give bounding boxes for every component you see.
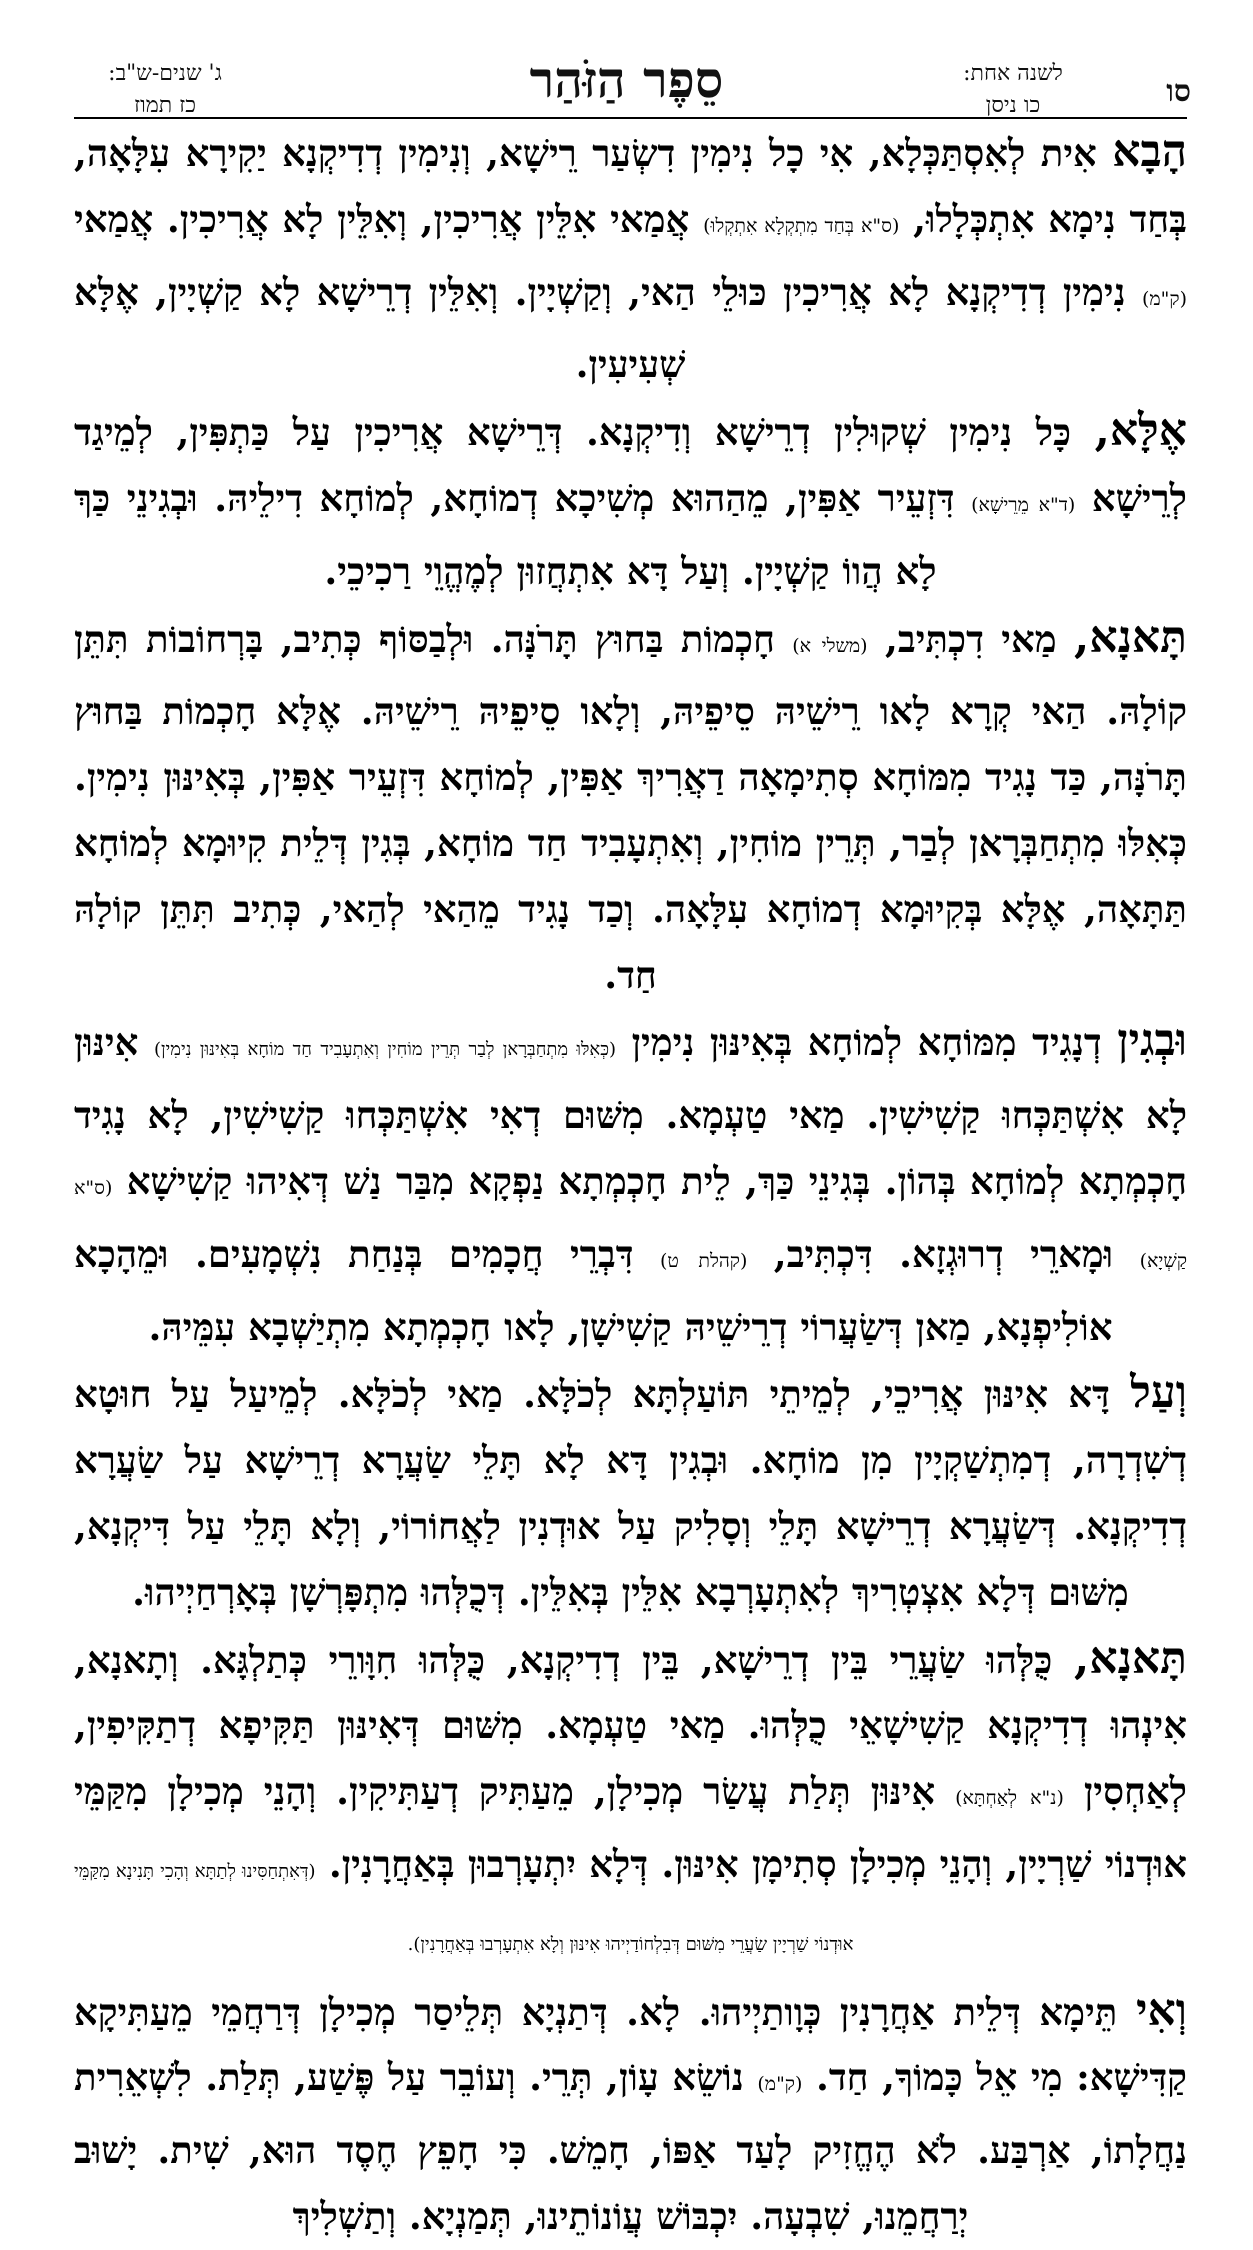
scripture-reference: (קהלת ט)	[659, 1249, 748, 1272]
text-run: נוֹשֵׂא עָוֹן, תְּרֵי. וְעוֹבֵר עַל פֶּשַׁע, תְּלַת. לִשְׁאֵרִית נַחֲלָתוֹ, אַרְבַּע. לֹא הֶחֱזִיק לָעַד אַפּוֹ, חָמֵשׁ. כִּי חָפֵץ חֶסֶד הוּא, שִׁית. יָשׁוּב יְרַחֲמֵנוּ, שִׁבְעָה. יִכְבּוֹשׁ עֲוֹנוֹתֵינוּ, תְּמַנְיָא. וְתַשְׁלִיךְ	[74, 2055, 1187, 2238]
text-run: אִינּוּן לָא אִשְׁתַּכְּחוּ קַשִׁישִׁין. מַאי טַעְמָא. מִשּׁוּם דְאִי אִשְׁתַּכְּחוּ קַשִׁישִׁין, לָא נָגִיד חָכְמְתָא לְמוֹחָא בְּהוֹן. בְּגִינֵי כַּךְ, לֵית חָכְמְתָא נַפְקָא מִבַּר נַשׁ דְּאִיהוּ קַשִׁישָׁא	[74, 1020, 1187, 1203]
text-run: אִינּוּן תְּלַת עֲשַׂר מְכִילָן, מֵעַתִּיק דְעַתִּיקִין. וְהָנֵי מְכִילָן מִקַּמֵּי אוּדְנוֹי שַׁרְיָין, וְהָנֵי מְכִילָן סְתִימָן אִינּוּן. דְּלָא יִתְעָרְבוּן בְּאַחֲרָנִין.	[74, 1769, 1187, 1886]
paragraph	[74, 1360, 1187, 1625]
opening-word: וּבְגִין	[1117, 1015, 1187, 1067]
scripture-reference: (ס"א בְּחַד מִתְקְלָא אִתְקְלוּ)	[703, 214, 900, 237]
page-number: סו	[1166, 74, 1191, 109]
paragraph	[74, 119, 1187, 398]
scripture-reference: (ס"א קַשְׁיָא)	[74, 1176, 1187, 1272]
text-run: כֻּלְּהוּ שַׂעֲרֵי בֵּין דְרֵישָׁא, בֵּין דְדִיקְנָא, כֻּלְּהוּ חִוָּורֵי כְּתַלְגָּא. וְתָאנָא, אִינְהוּ דְדִיקְנָא קַשִׁישָׁאֵי כֻלְּהוּ. מַאי טַעְמָא. מִשּׁוּם דְּאִינּוּן תַּקִּיפָא דְתַקִּיפִין, לְאַחְסִין	[74, 1637, 1187, 1814]
opening-word: תָּאנָא,	[1074, 611, 1187, 663]
opening-word: תָּאנָא,	[1074, 1632, 1188, 1684]
scripture-reference: (ד"א מֵרֵישָׁא)	[971, 493, 1076, 516]
text-run: נִימִין דְדִיקְנָא לָא אֲרִיכִין כּוּלֵי הַאי, וְקַשְׁיָין. וְאִלֵּין דְרֵישָׁא לָא קַשְׁיָין, אֶלָּא שְׁעִיעִין.	[74, 269, 1142, 387]
daily-schedule-three-years	[60, 58, 270, 122]
schedule-date: כז תמוז	[133, 93, 197, 118]
paragraph	[74, 1978, 1187, 2250]
opening-word: וְאִי	[1135, 1984, 1187, 2036]
text-run: אִית לְאִסְתַּכְּלָא, אִי כָל נִימִין דִשְׂעַר רֵישָׁא, וְנִימִין דְדִיקְנָא יַקִירָא עִלָּאָה, בְּחַד נִימָא אִתְכְּלָלוּ,	[74, 131, 1187, 241]
text-run: חָכְמוֹת בַּחוּץ תָּרֹנָּה. וּלְבַסּוֹף כְּתִיב, בָּרְחוֹבוֹת תִּתֵּן קוֹלָהּ. הַאי קְרָא לָאו רֵישֵׁיהּ סֵיפֵיהּ, וְלָאו סֵיפֵיהּ רֵישֵׁיהּ. אֶלָּא חָכְמוֹת בַּחוּץ תָּרֹנָּה, כַּד נָגִיד מִמּוֹחָא סְתִימָאָה דַאֲרִיךְ אַפִּין, לְמוֹחָא דִּזְעֵיר אַפִּין, בְּאִינּוּן נִימִין. כְּאִלּוּ מִתְחַבְּרָאן לְבַר, תְּרֵין מוֹחִין, וְאִתְעָבִיד חַד מוֹחָא, בְּגִין דְּלֵית קִיוּמָא לְמוֹחָא תַּתָּאָה, אֶלָּא בְּקִיוּמָא דְמוֹחָא עִלָּאָה. וְכַד נָגִיד מֵהַאי לְהַאי, כְּתִיב תִּתֵּן קוֹלָהּ חַד.	[74, 616, 1187, 997]
paragraph	[74, 1626, 1187, 1978]
scripture-reference: (ק"מ)	[1142, 287, 1187, 310]
scripture-reference: (נ"א לְאַחְתָּא)	[955, 1787, 1064, 1810]
schedule-label: לשנה אחת:	[963, 61, 1063, 86]
schedule-label: ג' שנים-ש"ב:	[108, 61, 222, 86]
scripture-reference: (ק"מ)	[757, 2073, 803, 2096]
text-run: תֵּימָא דְּלֵית אַחֲרָנִין כְּוָותַיְיהוּ. לָא. דְּתַנְיָא תְּלֵיסַר מְכִילָן דְּרַחֲמֵי מֵעַתִּיקָא קַדִּישָׁא: מִי אֵל כָּמוֹךָ, חַד.	[74, 1989, 1187, 2100]
text-run: אֲמַאי אִלֵּין אֲרִיכִין, וְאִלֵּין לָא אֲרִיכִין. אֲמַאי	[74, 196, 704, 241]
text-run: דִּבְרֵי חֲכָמִים בְּנַחַת נִשְׁמָעִים. וּמֵהָכָא אוֹלִיפְנָא, מַאן דְּשַׂעֲרוֹי דְרֵישֵׁיהּ קַשִׁישָׁן, לָאו חָכְמְתָא מִתְיַשְׁבָא עִמֵּיהּ.	[74, 1231, 1113, 1349]
text-run: דָּא אִינּוּן אֲרִיכֵי, לְמֵיתֵי תּוֹעַלְתָּא לְכֹלָּא. מַאי לְכֹלָּא. לְמֵיעַל עַל חוּטָא דְשִׁדְרָה, דְמִתְשַׁקְיָין מִן מוֹחָא. וּבְגִין דָּא לָא תָּלֵי שַׂעֲרָא דְרֵישָׁא עַל שַׂעֲרָא דְדִיקְנָא. דְּשַׂעֲרָא דְרֵישָׁא תָּלֵי וְסָלִיק עַל אוּדְנִין לַאֲחוֹרוֹי, וְלָא תָּלֵי עַל דִּיקְנָא, מִשּׁוּם דְּלָא אִצְטְרִיךְ לְאִתְעָרְבָא אִלֵּין בְּאִלֵּין. דְּכֻלְּהוּ מִתְפָּרְשָׁן בְּאָרְחַיְיהוּ.	[74, 1372, 1187, 1614]
opening-word: וְעַל	[1130, 1367, 1187, 1419]
scripture-reference: (משלי א)	[792, 634, 868, 657]
text-run: דִּזְעֵיר אַפִּין, מֵהַהוּא מְשִׁיכָא דְמוֹחָא, לְמוֹחָא דִילֵיהּ. וּבְגִינֵי כַּךְ לָא הֲווֹ קַשְׁיָין. וְעַל דָּא אִתְחֲזוּן לְמֶהֱוֵי רַכִיכֵי.	[74, 475, 972, 593]
book-title: סֵפֶר הַזֹּהַר	[529, 50, 724, 109]
main-text	[74, 119, 1187, 2250]
text-run: דְנָגִיד מִמּוֹחָא לְמוֹחָא בְּאִינּוּן נִימִין	[616, 1020, 1118, 1065]
text-run: מַאי דִכְתִּיב,	[867, 616, 1075, 661]
opening-word: הָבָא	[1112, 126, 1187, 177]
paragraph	[74, 1008, 1187, 1360]
schedule-date: כו ניסן	[985, 93, 1041, 118]
variant-note: (דְּאִתְחַסִּינוּ לְתַתָּא וְהָכִי תָּנִינָא מִקַּמֵּי אוּדְנוֹי שַׁרְיָין שַׂעֲרֵי מִשּׁוּם דְּבִלְחוֹדַיְיהוּ אִינּוּן וְלָא אִתְעָרְבוּ בְּאַחֲרָנִין).	[74, 1860, 854, 1955]
variant-note: (כְּאִלּוּ מִתְחַבְּרָאן לְבַר תְּרֵין מוֹחִין וְאִתְעָבִיד חַד מוֹחָא בְּאִינּוּן נִימִין)	[153, 1039, 617, 1061]
text-run: כָּל נִימִין שְׁקוּלִין דְרֵישָׁא וְדִיקְנָא. דְּרֵישָׁא אֲרִיכִין עַל כַּתְפִּין, לְמֵיגַד לְרֵישָׁא	[74, 410, 1187, 520]
text-run: וּמָארֵי דְרוּגְזָא. דִּכְתִּיב,	[747, 1231, 1140, 1276]
opening-word: אֶלָּא,	[1094, 405, 1187, 457]
paragraph	[74, 398, 1187, 604]
paragraph	[74, 605, 1187, 1009]
